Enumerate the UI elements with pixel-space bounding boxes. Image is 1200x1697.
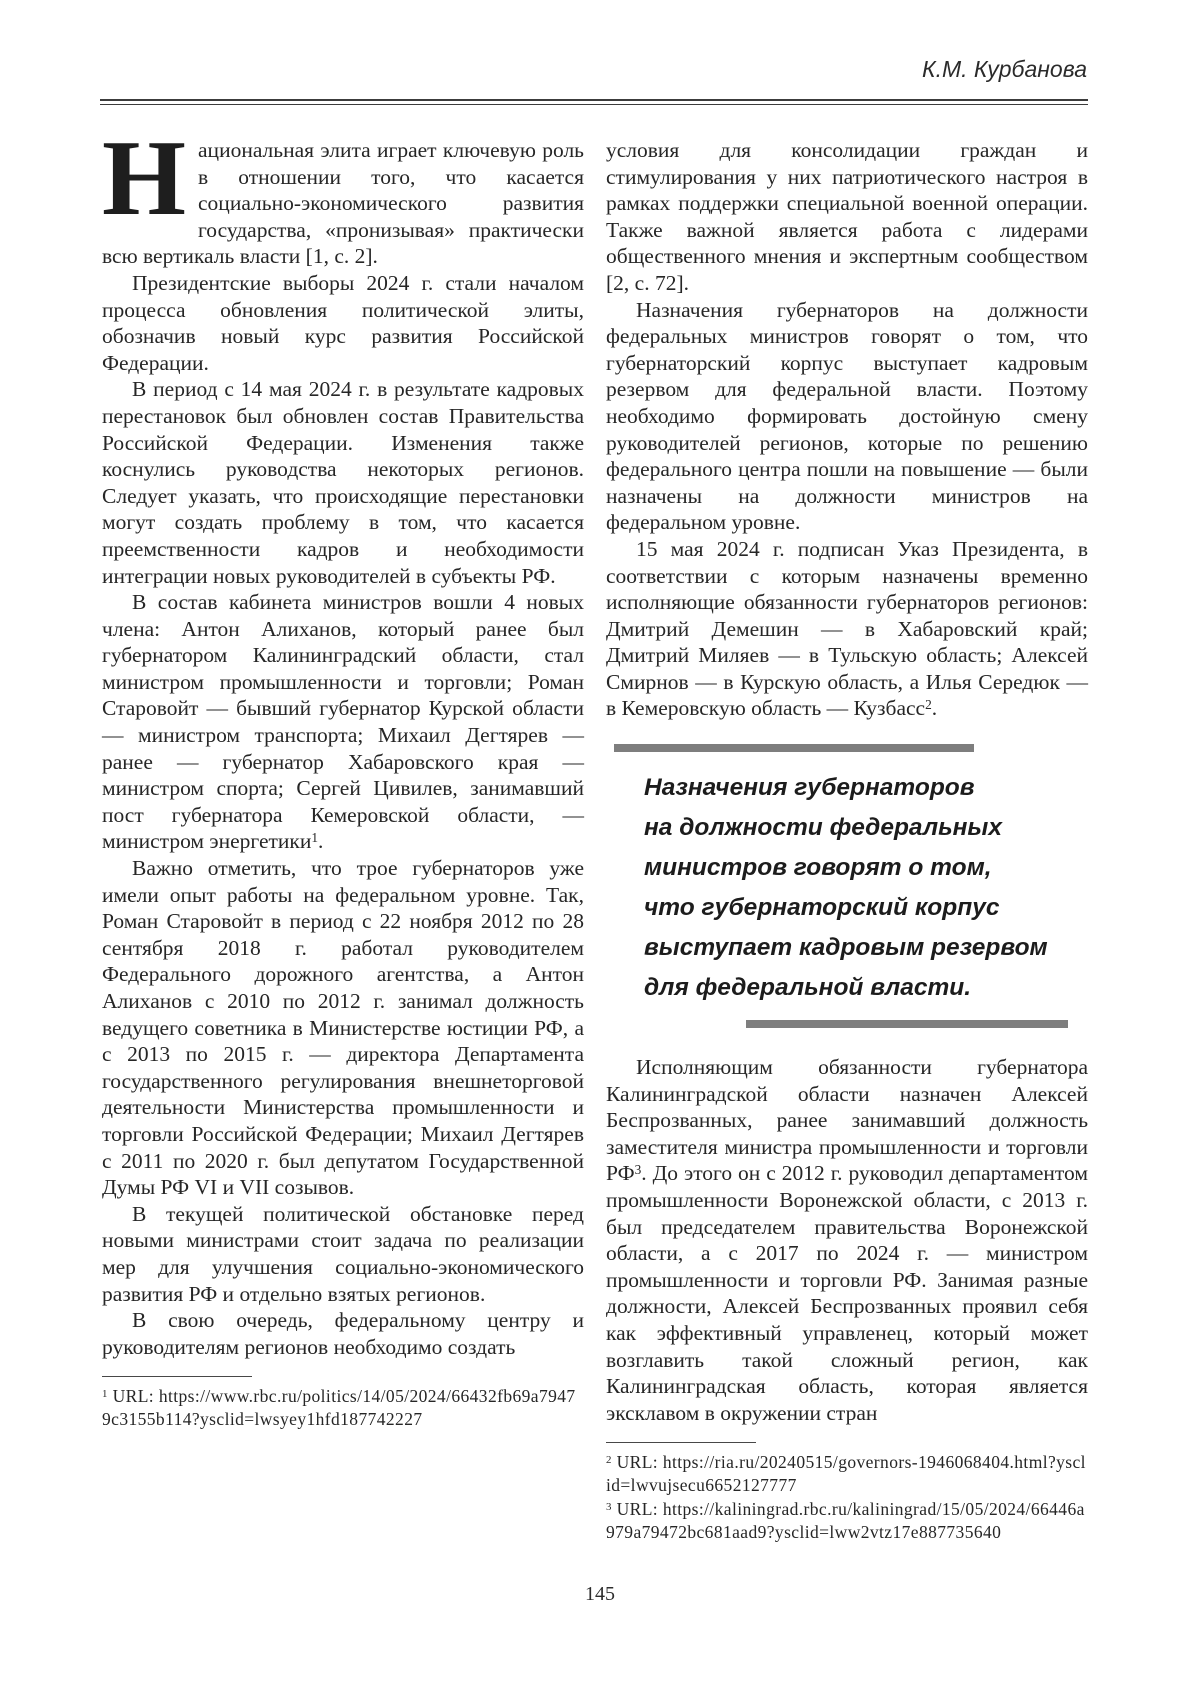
footnote: $^1$ URL: https://www.rbc.ru/politics/14/05/2024/66432fb69a79479c3155b114?ysclid=lwsyey1hfd187742227 (102, 1386, 576, 1429)
pull-quote-line: на должности федеральных (644, 814, 1002, 842)
pull-quote (606, 744, 1088, 1028)
paragraph: Назначения губернаторов на должности федеральных министров говорят о том, что губернаторский корпус выступает кадровым резервом для федеральной власти. Поэтому необходимо формировать достойную смену руководителей регионов, которые по решению федерального центра пошли на повышение — были назначены на должности министров на федеральном уровне. (606, 297, 1088, 535)
paragraph: Национальная элита играет ключевую роль в отношении того, что касается социально-экономического развития государства, «пронизывая» практически всю вертикаль власти [1, с. 2]. (102, 119, 584, 269)
footnote-rule (102, 1376, 252, 1377)
pull-quote-bottom-bar (746, 1020, 1068, 1028)
footnote-marker: 2 (606, 1453, 612, 1466)
pull-quote-text (644, 768, 1088, 1008)
paragraph: Важно отметить, что трое губернаторов уже имели опыт работы на федеральном уровне. Так, Роман Старовойт в период с 22 ноября 2012 по 28 сентября 2018 г. работал руководителем Федерального дорожного агентства, а Антон Алиханов с 2010 по 2012 г. занимал должность ведущего советника в Министерстве юстиции РФ, а с 2013 по 2015 г. — директора Департамента государственного регулирования внешнеторговой деятельности Министерства промышленности и торговли Российской Федерации; Михаил Дегтярев с 2011 по 2020 г. был депутатом Государственной Думы РФ VI и VII созывов. (102, 856, 584, 1200)
pull-quote-line: Назначения губернаторов (644, 774, 975, 802)
paragraph: Исполняющим обязанности губернатора Калининградской области назначен Алексей Беспрозванных, ранее занимавший должность заместителя министра промышленности и торговли $РФ^3$. До этого он с 2012 г. руководил департаментом промышленности Воронежской области, с 2013 г. был председателем правительства Воронежской области, а с 2017 по 2024 г. — министром промышленности и торговли РФ. Занимая разные должности, Алексей Беспрозванных проявил себя как эффективный управленец, который может возглавить такой сложный регион, как Калининградская область, которая является эксклавом в окружении стран (606, 1055, 1088, 1425)
page-number: 145 (585, 1583, 615, 1605)
right-column-paragraphs-top (606, 137, 1088, 722)
pull-quote-line: для федеральной власти. (644, 974, 972, 1002)
right-column (606, 137, 1088, 1543)
footnote-rule (606, 1442, 756, 1443)
pull-quote-top-bar (614, 744, 974, 752)
paragraph: условия для консолидации граждан и стимулирования у них патриотического настроя в рамках поддержки специальной военной операции. Также важной является работа с лидерами общественного мнения и экспертным сообществом [2, с. 72]. (606, 138, 1088, 295)
left-column (102, 119, 584, 1543)
left-footnotes (102, 1376, 584, 1430)
header-double-rule (100, 99, 1088, 105)
footnote-marker: 2 (925, 696, 932, 712)
paragraph: В состав кабинета министров вошли 4 новых члена: Антон Алиханов, который ранее был губернатором Калининградский области, стал министром промышленности и торговли; Роман Старовойт — бывший губернатор Курской области — министром транспорта; Михаил Дегтярев — ранее — губернатор Хабаровского края — министром спорта; Сергей Цивилев, занимавший пост губернатора Кемеровской области, — министром энергетики$^1$. (102, 590, 584, 854)
paragraph: Президентские выборы 2024 г. стали началом процесса обновления политической элиты, обозначив новый курс развития Российской Федерации. (102, 270, 584, 375)
paragraph: 15 мая 2024 г. подписан Указ Президента, в соответствии с которым назначены временно исполняющие обязанности губернаторов регионов: Дмитрий Демешин — в Хабаровский край; Дмитрий Миляев — в Тульскую область; Алексей Смирнов — в Курскую область, а Илья Середюк — в Кемеровскую область — Кузбасс$^2$. (606, 536, 1088, 721)
paragraph: В период с 14 мая 2024 г. в результате кадровых перестановок был обновлен состав Правительства Российской Федерации. Изменения также коснулись руководства некоторых регионов. Следует указать, что происходящие перестановки могут создать проблему в том, что касается преемственности кадров и необходимости интеграции новых руководителей в субъекты РФ. (102, 377, 584, 588)
text-columns (102, 119, 1088, 1543)
footnote-marker: 1 (311, 829, 319, 845)
drop-cap: Н (102, 119, 187, 238)
pull-quote-line: что губернаторский корпус (644, 894, 1000, 922)
right-footnotes (606, 1442, 1088, 1543)
right-column-paragraphs-bottom (606, 1054, 1088, 1426)
footnote: $^3$ URL: https://kaliningrad.rbc.ru/kaliningrad/15/05/2024/66446a979a79472bc681aad9?ysclid=lww2vtz17e887735640 (606, 1499, 1085, 1542)
paragraph: В текущей политической обстановке перед новыми министрами стоит задача по реализации мер для улучшения социально-экономического развития РФ и отдельно взятых регионов. (102, 1201, 584, 1306)
paragraph: В свою очередь, федеральному центру и руководителям регионов необходимо создать (102, 1308, 584, 1359)
footnote: $^2$ URL: https://ria.ru/20240515/governors-1946068404.html?ysclid=lwvujsecu6652127777 (606, 1452, 1086, 1495)
pull-quote-line: министров говорят о том, (644, 854, 992, 882)
footnote-marker: 1 (102, 1387, 108, 1400)
pull-quote-line: выступает кадровым резервом (644, 934, 1048, 962)
footnote-marker: 3 (634, 1161, 642, 1177)
left-column-paragraphs (102, 119, 584, 1360)
author-header: К.М. Курбанова (922, 56, 1087, 82)
footnote-marker: 3 (606, 1500, 612, 1513)
